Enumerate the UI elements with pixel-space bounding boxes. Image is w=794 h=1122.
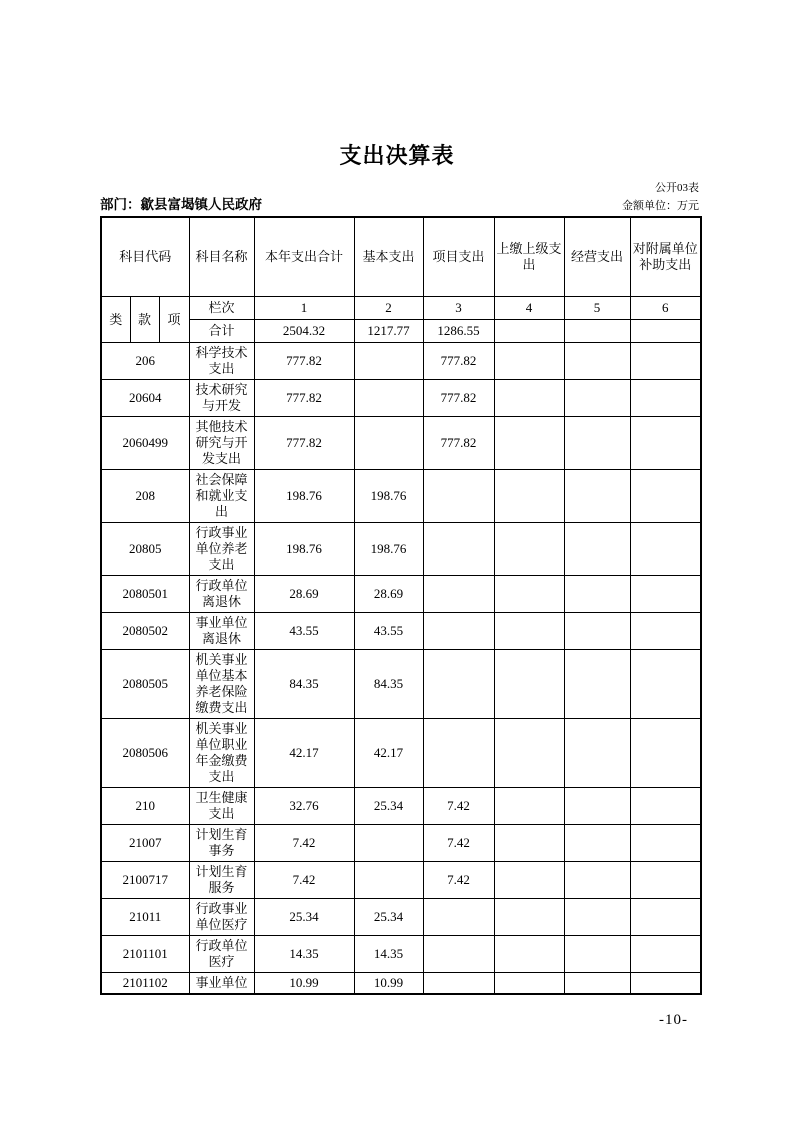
value-cell: 7.42 bbox=[423, 825, 494, 862]
header-row-columns bbox=[101, 297, 701, 320]
subject-name-cell: 技术研究与开发 bbox=[189, 380, 254, 417]
header-subject-name: 科目名称 bbox=[189, 217, 254, 297]
table-row bbox=[101, 576, 701, 613]
table-row bbox=[101, 380, 701, 417]
subject-name-cell: 科学技术支出 bbox=[189, 343, 254, 380]
value-cell: 198.76 bbox=[354, 523, 423, 576]
subject-code-cell: 21007 bbox=[101, 825, 189, 862]
value-cell: 7.42 bbox=[423, 788, 494, 825]
value-cell: 198.76 bbox=[254, 470, 354, 523]
header-class: 类 bbox=[101, 297, 130, 343]
table-row bbox=[101, 862, 701, 899]
value-cell bbox=[423, 650, 494, 719]
table-code-label: 公开03表 bbox=[655, 182, 699, 194]
subject-code-cell: 2080502 bbox=[101, 613, 189, 650]
value-cell: 777.82 bbox=[423, 417, 494, 470]
subject-name-cell: 计划生育事务 bbox=[189, 825, 254, 862]
value-cell bbox=[630, 380, 701, 417]
value-cell bbox=[630, 936, 701, 973]
table-row bbox=[101, 899, 701, 936]
total-value-3: 1286.55 bbox=[423, 320, 494, 343]
header-colnum-3: 3 bbox=[423, 297, 494, 320]
value-cell bbox=[564, 650, 630, 719]
value-cell: 10.99 bbox=[254, 973, 354, 995]
value-cell: 25.34 bbox=[254, 899, 354, 936]
value-cell bbox=[354, 825, 423, 862]
value-cell bbox=[423, 936, 494, 973]
value-cell bbox=[564, 523, 630, 576]
value-cell: 14.35 bbox=[254, 936, 354, 973]
value-cell bbox=[630, 862, 701, 899]
value-cell bbox=[423, 973, 494, 995]
subject-code-cell: 208 bbox=[101, 470, 189, 523]
value-cell bbox=[354, 417, 423, 470]
value-cell: 777.82 bbox=[254, 417, 354, 470]
table-row bbox=[101, 470, 701, 523]
value-cell bbox=[494, 936, 564, 973]
table-row bbox=[101, 613, 701, 650]
header-col-total: 本年支出合计 bbox=[254, 217, 354, 297]
value-cell bbox=[494, 899, 564, 936]
header-subject-code: 科目代码 bbox=[101, 217, 189, 297]
total-value-6 bbox=[630, 320, 701, 343]
value-cell bbox=[494, 825, 564, 862]
subject-code-cell: 20604 bbox=[101, 380, 189, 417]
value-cell bbox=[494, 788, 564, 825]
page-title: 支出决算表 bbox=[339, 143, 455, 168]
value-cell bbox=[564, 973, 630, 995]
subject-name-cell: 卫生健康支出 bbox=[189, 788, 254, 825]
table-row bbox=[101, 417, 701, 470]
subject-code-cell: 21011 bbox=[101, 899, 189, 936]
subject-code-cell: 20805 bbox=[101, 523, 189, 576]
subject-name-cell: 机关事业单位基本养老保险缴费支出 bbox=[189, 650, 254, 719]
subject-name-cell: 社会保障和就业支出 bbox=[189, 470, 254, 523]
header-row-main bbox=[101, 217, 701, 297]
subject-name-cell: 行政单位医疗 bbox=[189, 936, 254, 973]
subject-code-cell: 206 bbox=[101, 343, 189, 380]
value-cell: 777.82 bbox=[423, 343, 494, 380]
value-cell bbox=[494, 973, 564, 995]
value-cell bbox=[494, 576, 564, 613]
value-cell bbox=[494, 523, 564, 576]
subject-code-cell: 2080505 bbox=[101, 650, 189, 719]
header-colnum-5: 5 bbox=[564, 297, 630, 320]
value-cell: 42.17 bbox=[254, 719, 354, 788]
header-col-operating: 经营支出 bbox=[564, 217, 630, 297]
value-cell bbox=[423, 523, 494, 576]
total-value-4 bbox=[494, 320, 564, 343]
value-cell: 28.69 bbox=[254, 576, 354, 613]
value-cell: 777.82 bbox=[423, 380, 494, 417]
subject-name-cell: 计划生育服务 bbox=[189, 862, 254, 899]
value-cell bbox=[630, 343, 701, 380]
value-cell bbox=[564, 862, 630, 899]
header-section: 款 bbox=[130, 297, 159, 343]
subject-code-cell: 2101102 bbox=[101, 973, 189, 995]
value-cell bbox=[564, 470, 630, 523]
table-row bbox=[101, 343, 701, 380]
total-value-2: 1217.77 bbox=[354, 320, 423, 343]
value-cell bbox=[564, 825, 630, 862]
value-cell: 43.55 bbox=[354, 613, 423, 650]
header-col-project: 项目支出 bbox=[423, 217, 494, 297]
value-cell bbox=[630, 523, 701, 576]
value-cell bbox=[564, 380, 630, 417]
header-col-upturn: 上缴上级支出 bbox=[494, 217, 564, 297]
value-cell bbox=[564, 417, 630, 470]
subject-name-cell: 事业单位 bbox=[189, 973, 254, 995]
value-cell bbox=[494, 719, 564, 788]
table-row bbox=[101, 825, 701, 862]
header-colnum-1: 1 bbox=[254, 297, 354, 320]
value-cell: 32.76 bbox=[254, 788, 354, 825]
total-row bbox=[101, 320, 701, 343]
value-cell bbox=[630, 576, 701, 613]
value-cell: 7.42 bbox=[254, 825, 354, 862]
subject-name-cell: 行政单位离退休 bbox=[189, 576, 254, 613]
value-cell: 7.42 bbox=[423, 862, 494, 899]
department-label: 部门：歙县富堨镇人民政府 bbox=[100, 197, 262, 212]
value-cell: 84.35 bbox=[354, 650, 423, 719]
value-cell bbox=[354, 862, 423, 899]
value-cell bbox=[564, 613, 630, 650]
value-cell: 28.69 bbox=[354, 576, 423, 613]
header-item: 项 bbox=[159, 297, 189, 343]
subject-code-cell: 2100717 bbox=[101, 862, 189, 899]
amount-unit-label: 金额单位：万元 bbox=[622, 200, 699, 212]
value-cell bbox=[423, 470, 494, 523]
subject-name-cell: 机关事业单位职业年金缴费支出 bbox=[189, 719, 254, 788]
value-cell bbox=[564, 576, 630, 613]
value-cell: 7.42 bbox=[254, 862, 354, 899]
value-cell: 25.34 bbox=[354, 899, 423, 936]
subject-name-cell: 行政事业单位养老支出 bbox=[189, 523, 254, 576]
value-cell bbox=[564, 719, 630, 788]
value-cell bbox=[494, 380, 564, 417]
meta-row bbox=[100, 196, 699, 213]
value-cell bbox=[423, 576, 494, 613]
header-colnum-6: 6 bbox=[630, 297, 701, 320]
value-cell bbox=[630, 825, 701, 862]
value-cell bbox=[423, 719, 494, 788]
value-cell bbox=[630, 973, 701, 995]
value-cell bbox=[630, 650, 701, 719]
value-cell: 10.99 bbox=[354, 973, 423, 995]
total-value-1: 2504.32 bbox=[254, 320, 354, 343]
value-cell bbox=[494, 862, 564, 899]
subject-code-cell: 2101101 bbox=[101, 936, 189, 973]
value-cell: 25.34 bbox=[354, 788, 423, 825]
value-cell bbox=[630, 417, 701, 470]
total-label: 合计 bbox=[189, 320, 254, 343]
table-row bbox=[101, 936, 701, 973]
header-colnum-4: 4 bbox=[494, 297, 564, 320]
value-cell bbox=[494, 470, 564, 523]
value-cell bbox=[494, 613, 564, 650]
value-cell bbox=[494, 417, 564, 470]
value-cell bbox=[354, 380, 423, 417]
expenditure-table bbox=[100, 216, 702, 995]
value-cell: 42.17 bbox=[354, 719, 423, 788]
value-cell bbox=[564, 788, 630, 825]
value-cell bbox=[564, 343, 630, 380]
table-row bbox=[101, 719, 701, 788]
value-cell bbox=[423, 613, 494, 650]
value-cell bbox=[354, 343, 423, 380]
page-number: -10- bbox=[659, 1012, 688, 1028]
value-cell bbox=[494, 343, 564, 380]
header-row-label: 栏次 bbox=[189, 297, 254, 320]
total-value-5 bbox=[564, 320, 630, 343]
value-cell: 777.82 bbox=[254, 380, 354, 417]
value-cell: 84.35 bbox=[254, 650, 354, 719]
value-cell bbox=[423, 899, 494, 936]
value-cell: 777.82 bbox=[254, 343, 354, 380]
value-cell bbox=[630, 613, 701, 650]
value-cell bbox=[564, 899, 630, 936]
header-col-subsidy: 对附属单位补助支出 bbox=[630, 217, 701, 297]
table-row bbox=[101, 650, 701, 719]
value-cell bbox=[494, 650, 564, 719]
value-cell: 198.76 bbox=[354, 470, 423, 523]
subject-code-cell: 2080501 bbox=[101, 576, 189, 613]
value-cell bbox=[564, 936, 630, 973]
table-row bbox=[101, 973, 701, 995]
header-col-basic: 基本支出 bbox=[354, 217, 423, 297]
subject-code-cell: 210 bbox=[101, 788, 189, 825]
value-cell: 43.55 bbox=[254, 613, 354, 650]
value-cell bbox=[630, 788, 701, 825]
value-cell bbox=[630, 719, 701, 788]
subject-code-cell: 2080506 bbox=[101, 719, 189, 788]
header-colnum-2: 2 bbox=[354, 297, 423, 320]
table-row bbox=[101, 788, 701, 825]
subject-name-cell: 其他技术研究与开发支出 bbox=[189, 417, 254, 470]
value-cell bbox=[630, 899, 701, 936]
subject-name-cell: 事业单位离退休 bbox=[189, 613, 254, 650]
value-cell bbox=[630, 470, 701, 523]
table-row bbox=[101, 523, 701, 576]
subject-name-cell: 行政事业单位医疗 bbox=[189, 899, 254, 936]
subject-code-cell: 2060499 bbox=[101, 417, 189, 470]
value-cell: 198.76 bbox=[254, 523, 354, 576]
value-cell: 14.35 bbox=[354, 936, 423, 973]
